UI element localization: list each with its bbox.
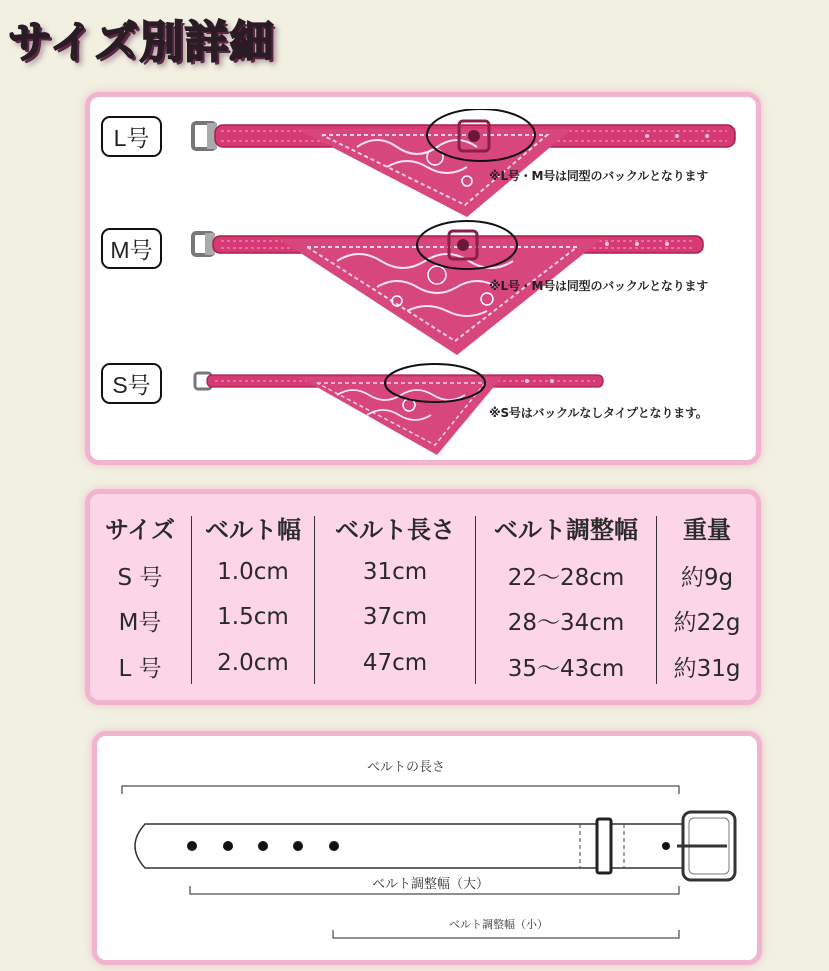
- table-cell: 37cm: [362, 604, 428, 630]
- table-cell: 31cm: [362, 559, 428, 585]
- table-col-width: [192, 494, 314, 700]
- note-m: ※L号・M号は同型のバックルとなります: [489, 279, 709, 293]
- table-header: ベルト長さ: [335, 516, 455, 544]
- table-cell: 約22g: [673, 610, 741, 636]
- adjust-small-label: ベルト調整幅（小）: [449, 918, 548, 931]
- table-cell: 約9g: [680, 565, 734, 591]
- belt-diagram: [97, 736, 757, 960]
- table-cell: L 号: [118, 656, 162, 682]
- table-col-adjust: [476, 494, 656, 700]
- table-cell: S 号: [117, 565, 163, 591]
- note-s: ※S号はバックルなしタイプとなります。: [489, 406, 708, 420]
- table-col-length: [315, 494, 475, 700]
- table-cell: 2.0cm: [217, 650, 289, 676]
- size-table: [85, 489, 761, 705]
- belt-length-label: ベルトの長さ: [367, 760, 446, 775]
- table-header: ベルト調整幅: [494, 516, 638, 544]
- table-cell: 約31g: [673, 656, 741, 682]
- size-badge-s: S号: [101, 363, 162, 404]
- table-header: ベルト幅: [205, 516, 301, 544]
- table-cell: 1.0cm: [217, 559, 289, 585]
- page-title: サイズ別詳細: [8, 17, 275, 68]
- size-badge-l: L号: [101, 116, 162, 157]
- product-images-panel: [85, 92, 761, 465]
- collar-l-image: [187, 109, 739, 221]
- belt-diagram-panel: [92, 731, 762, 965]
- table-cell: 47cm: [362, 650, 428, 676]
- size-badge-m: M号: [101, 228, 162, 269]
- adjust-large-label: ベルト調整幅（大）: [372, 877, 490, 892]
- table-cell: 28～34cm: [507, 610, 625, 636]
- table-cell: 1.5cm: [217, 604, 289, 630]
- table-cell: M号: [118, 610, 162, 636]
- table-header: 重量: [683, 516, 731, 544]
- note-l: ※L号・M号は同型のバックルとなります: [489, 169, 709, 183]
- table-header: サイズ: [104, 516, 176, 544]
- table-cell: 35～43cm: [507, 656, 625, 682]
- table-cell: 22～28cm: [507, 565, 625, 591]
- table-col-weight: [657, 494, 757, 700]
- table-col-size: [90, 494, 190, 700]
